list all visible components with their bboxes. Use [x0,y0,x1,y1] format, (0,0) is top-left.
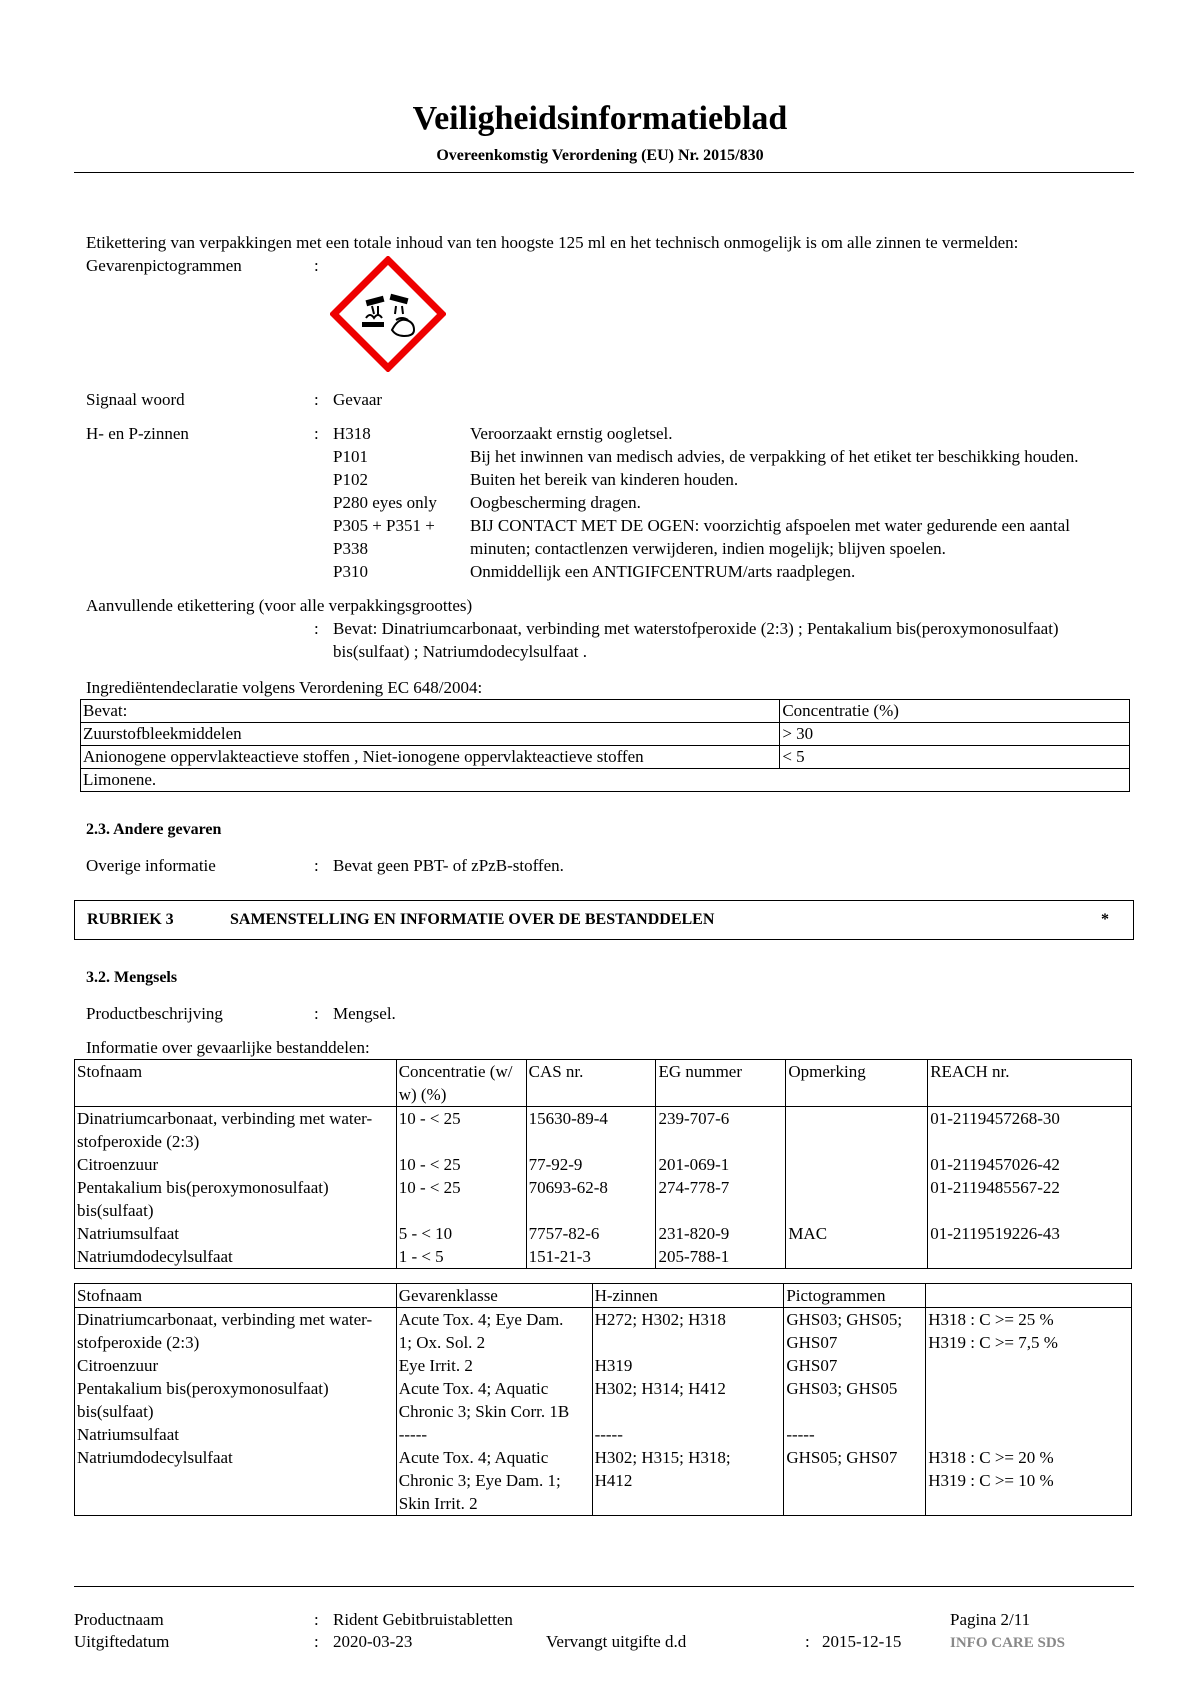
table-cell: EG nummer [656,1060,786,1107]
table-row [75,1377,1132,1423]
table-cell: ----- [592,1423,784,1446]
table-cell: Dinatriumcarbonaat, verbinding met water- stofperoxide (2:3) [75,1107,397,1154]
table-row [75,1284,1132,1308]
components-table [74,1059,1132,1269]
phrase-code: P310 [333,562,368,581]
additional-labelling-label: Aanvullende etikettering (voor alle verpakkingsgroottes) [86,596,473,615]
table-cell: 01-2119519226-43 [928,1222,1132,1245]
table-row [75,1446,1132,1516]
document-title: Veiligheidsinformatieblad [412,100,788,137]
table-cell: 15630-89-4 [526,1107,656,1154]
table-cell: H318 : C >= 20 % H319 : C >= 10 % [926,1446,1132,1516]
table-cell: 77-92-9 [526,1153,656,1176]
table-cell: Zuurstofbleekmiddelen [81,723,780,746]
additional-labelling-line2: bis(sulfaat) ; Natriumdodecylsulfaat . [333,642,587,661]
table-row [81,769,1130,792]
table-cell: GHS05; GHS07 [784,1446,926,1516]
table-cell: Natriumsulfaat [75,1423,397,1446]
table-cell: 10 - < 25 [396,1153,526,1176]
table-cell: ----- [396,1423,592,1446]
table-cell: 274-778-7 [656,1176,786,1222]
ingredients-title: Ingrediëntendeclaratie volgens Verordening EC 648/2004: [86,678,483,697]
phrase-code: P305 + P351 + [333,516,435,535]
table-cell: H272; H302; H318 [592,1308,784,1355]
section-changed-marker: * [1101,911,1109,928]
table-cell: Acute Tox. 4; Aquatic Chronic 3; Skin Corr. 1B [396,1377,592,1423]
table-cell: 01-2119485567-22 [928,1176,1132,1222]
phrase-code: P101 [333,447,368,466]
phrase-text: BIJ CONTACT MET DE OGEN: voorzichtig afspoelen met water gedurende een aantal [470,516,1070,535]
table-row [75,1245,1132,1269]
phrase-code: H318 [333,424,371,443]
table-cell: 01-2119457268-30 [928,1107,1132,1154]
hp-phrases-label: H- en P-zinnen [86,424,189,443]
table-cell: 205-788-1 [656,1245,786,1269]
table-cell: Eye Irrit. 2 [396,1354,592,1377]
product-description-value: Mengsel. [333,1004,396,1023]
table-cell: 5 - < 10 [396,1222,526,1245]
corrosion-icon [330,256,446,372]
table-cell: Natriumdodecylsulfaat [75,1446,397,1516]
table-row [75,1308,1132,1355]
phrase-text: Bij het inwinnen van medisch advies, de verpakking of het etiket ter beschikking houden. [470,447,1079,466]
table-cell: 1 - < 5 [396,1245,526,1269]
table-row [81,700,1130,723]
table-cell: H302; H314; H412 [592,1377,784,1423]
table-cell [926,1423,1132,1446]
table-cell: MAC [786,1222,928,1245]
mixtures-heading: 3.2. Mengsels [86,969,178,986]
header-divider [74,172,1134,173]
table-cell: Concentratie (%) [780,700,1130,723]
phrase-code: P338 [333,539,368,558]
colon: : [314,256,319,275]
table-row [81,746,1130,769]
colon: : [314,1004,319,1023]
table-cell: Limonene. [81,769,1130,792]
table-row [75,1153,1132,1176]
table-cell: Pentakalium bis(peroxymonosulfaat) bis(sulfaat) [75,1176,397,1222]
table-cell: 201-069-1 [656,1153,786,1176]
table-row [81,723,1130,746]
table-cell: Bevat: [81,700,780,723]
table-cell: Stofnaam [75,1060,397,1107]
table-cell: Natriumsulfaat [75,1222,397,1245]
additional-labelling-line1: Bevat: Dinatriumcarbonaat, verbinding met waterstofperoxide (2:3) ; Pentakalium bis(peroxymonosulfaat) [333,619,1059,638]
table-cell: GHS07 [784,1354,926,1377]
table-cell: Concentratie (w/ w) (%) [396,1060,526,1107]
table-row [75,1107,1132,1154]
colon: : [314,619,319,638]
replaces-value: 2015-12-15 [822,1632,902,1651]
colon: : [314,1632,319,1651]
phrase-code: P102 [333,470,368,489]
table-cell [786,1153,928,1176]
label-intro: Etikettering van verpakkingen met een totale inhoud van ten hoogste 125 ml en het technisch onmogelijk is om alle zinnen te vermelden: [86,233,1019,252]
replaces-label: Vervangt uitgifte d.d [546,1632,687,1651]
document-subtitle: Overeenkomstig Verordening (EU) Nr. 2015/830 [436,147,764,164]
table-cell: Pictogrammen [784,1284,926,1308]
issue-date-label: Uitgiftedatum [74,1632,170,1651]
other-info-value: Bevat geen PBT- of zPzB-stoffen. [333,856,564,875]
table-cell: 151-21-3 [526,1245,656,1269]
table-cell: REACH nr. [928,1060,1132,1107]
section-number: RUBRIEK 3 [87,911,174,928]
colon: : [314,856,319,875]
phrase-text: Oogbescherming dragen. [470,493,641,512]
table-cell [786,1245,928,1269]
phrase-code: P280 eyes only [333,493,437,512]
table-cell: Natriumdodecylsulfaat [75,1245,397,1269]
table-cell: Citroenzuur [75,1153,397,1176]
table-cell: Citroenzuur [75,1354,397,1377]
table-row [75,1222,1132,1245]
table-row [75,1176,1132,1222]
product-name-value: Rident Gebitbruistabletten [333,1610,513,1629]
ingredients-table [80,699,1130,792]
table-cell: Gevarenklasse [396,1284,592,1308]
phrase-text: Onmiddellijk een ANTIGIFCENTRUM/arts raadplegen. [470,562,856,581]
table-cell: 231-820-9 [656,1222,786,1245]
table-cell: Opmerking [786,1060,928,1107]
table-cell [926,1377,1132,1423]
section-3-header [74,900,1134,940]
colon: : [314,1610,319,1629]
issue-date-value: 2020-03-23 [333,1632,413,1651]
pictograms-label: Gevarenpictogrammen [86,256,242,275]
table-cell: > 30 [780,723,1130,746]
table-cell: CAS nr. [526,1060,656,1107]
colon: : [805,1632,810,1651]
table-cell: Acute Tox. 4; Eye Dam. 1; Ox. Sol. 2 [396,1308,592,1355]
table-cell: Stofnaam [75,1284,397,1308]
table-cell: Dinatriumcarbonaat, verbinding met water- stofperoxide (2:3) [75,1308,397,1355]
signal-word-label: Signaal woord [86,390,185,409]
table-cell: H302; H315; H318; H412 [592,1446,784,1516]
product-name-label: Productnaam [74,1610,164,1629]
table-cell: 70693-62-8 [526,1176,656,1222]
table-cell: < 5 [780,746,1130,769]
table-cell [926,1284,1132,1308]
section-title: SAMENSTELLING EN INFORMATIE OVER DE BESTANDDELEN [230,911,715,928]
phrase-text: minuten; contactlenzen verwijderen, indien mogelijk; blijven spoelen. [470,539,946,558]
colon: : [314,424,319,443]
other-hazards-heading: 2.3. Andere gevaren [86,821,222,838]
table-cell: Acute Tox. 4; Aquatic Chronic 3; Eye Dam. 1; Skin Irrit. 2 [396,1446,592,1516]
table-cell: H-zinnen [592,1284,784,1308]
table-cell: Anionogene oppervlakteactieve stoffen , Niet-ionogene oppervlakteactieve stoffen [81,746,780,769]
table-cell [926,1354,1132,1377]
table-row [75,1423,1132,1446]
colon: : [314,390,319,409]
brand-label: INFO CARE SDS [950,1635,1066,1651]
classification-table [74,1283,1132,1516]
table-row [75,1060,1132,1107]
table-cell: 239-707-6 [656,1107,786,1154]
table-cell: H319 [592,1354,784,1377]
table-cell [786,1107,928,1154]
hazardous-components-title: Informatie over gevaarlijke bestanddelen: [86,1038,370,1057]
phrase-text: Buiten het bereik van kinderen houden. [470,470,739,489]
table-cell: GHS03; GHS05; GHS07 [784,1308,926,1355]
table-cell: H318 : C >= 25 % H319 : C >= 7,5 % [926,1308,1132,1355]
table-cell [928,1245,1132,1269]
table-cell: ----- [784,1423,926,1446]
other-info-label: Overige informatie [86,856,216,875]
table-row [75,1354,1132,1377]
page-number: Pagina 2/11 [950,1610,1031,1629]
table-cell: GHS03; GHS05 [784,1377,926,1423]
product-description-label: Productbeschrijving [86,1004,223,1023]
table-cell [786,1176,928,1222]
table-cell: 7757-82-6 [526,1222,656,1245]
table-cell: 10 - < 25 [396,1107,526,1154]
phrase-text: Veroorzaakt ernstig oogletsel. [470,424,673,443]
footer-divider [74,1586,1134,1587]
table-cell: Pentakalium bis(peroxymonosulfaat) bis(sulfaat) [75,1377,397,1423]
table-cell: 01-2119457026-42 [928,1153,1132,1176]
table-cell: 10 - < 25 [396,1176,526,1222]
signal-word-value: Gevaar [333,390,383,409]
